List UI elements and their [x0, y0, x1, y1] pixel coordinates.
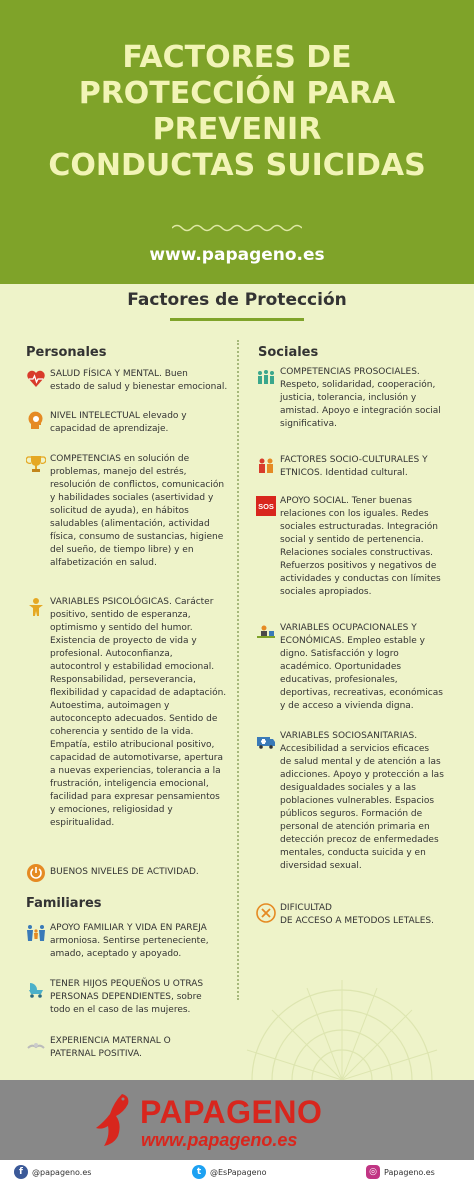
item-text: NIVEL INTELECTUAL elevado y capacidad de aprendizaje. — [50, 411, 187, 434]
title-line-3: PREVENIR — [152, 112, 322, 147]
people-icon — [256, 455, 276, 475]
item-text: EXPERIENCIA MATERNAL O PATERNAL POSITIVA. — [50, 1036, 171, 1059]
list-item — [256, 730, 468, 873]
list-item — [26, 1035, 236, 1061]
head-brain-icon — [26, 411, 46, 431]
twitter-label: @EsPapageno — [210, 1167, 267, 1177]
facebook-link[interactable] — [14, 1165, 91, 1179]
list-item — [26, 978, 236, 1017]
person-icon — [26, 597, 46, 617]
sociales-heading: Sociales — [258, 345, 319, 360]
section-title-underline — [170, 318, 304, 321]
list-item — [26, 596, 236, 830]
instagram-link[interactable] — [366, 1165, 435, 1179]
title-line-2: PROTECCIÓN PARA — [78, 76, 396, 111]
title-line-4: CONDUCTAS SUICIDAS — [48, 148, 426, 183]
cross-circle-icon — [256, 903, 276, 923]
brand-url[interactable]: www.papageno.es — [141, 1130, 298, 1150]
papageno-bird-logo-icon — [92, 1090, 136, 1148]
list-item — [256, 366, 468, 431]
hands-icon — [26, 1036, 46, 1056]
section-title: Factores de Protección — [127, 290, 347, 310]
list-item — [26, 453, 236, 570]
instagram-label: Papageno.es — [384, 1167, 435, 1177]
item-text: FACTORES SOCIO-CULTURALES Y ETNICOS. Identidad cultural. — [280, 455, 428, 478]
list-item — [256, 495, 468, 599]
worker-desk-icon — [256, 623, 276, 643]
sos-icon: SOS — [256, 496, 276, 516]
item-text: COMPETENCIAS en solución de problemas, manejo del estrés, resolución de conflictos, comunicación y habilidades sociales (asertividad y solicitud de ayuda), en hábitos saludables (alimentación, actividad física, consumo de sustancias, higiene del sueño, de tiempo libre) y en alfabetización en salud. — [50, 454, 225, 568]
facebook-icon: f — [14, 1165, 28, 1179]
item-text: DIFICULTAD DE ACCESO A METODOS LETALES. — [280, 903, 434, 926]
item-text: BUENOS NIVELES DE ACTIVIDAD. — [50, 867, 199, 877]
brand-name: PAPAGENO — [140, 1094, 323, 1130]
instagram-icon: ◎ — [366, 1165, 380, 1179]
item-text: SALUD FÍSICA Y MENTAL. Buen estado de salud y bienestar emocional. — [50, 369, 228, 392]
item-text: COMPETENCIAS PROSOCIALES. Respeto, solidaridad, cooperación, justicia, tolerancia, inclusión y amistad. Apoyo e integración social significativa. — [280, 367, 441, 429]
header-banner — [0, 0, 474, 284]
list-item — [256, 454, 468, 480]
header-url[interactable]: www.papageno.es — [149, 245, 325, 265]
title-line-1: FACTORES DE — [122, 40, 352, 75]
list-item — [256, 622, 468, 713]
decorative-sun-icon — [232, 940, 452, 1080]
twitter-link[interactable] — [192, 1165, 267, 1179]
facebook-label: @papageno.es — [32, 1167, 92, 1177]
item-text: VARIABLES OCUPACIONALES Y ECONÓMICAS. Empleo estable y digno. Satisfacción y logro académico. Oportunidades educativas, profesionales, deportivas, recreativas, económicas y de acceso a vivienda digna. — [280, 623, 443, 711]
power-icon — [26, 863, 46, 883]
familiares-heading: Familiares — [26, 896, 102, 911]
item-text: APOYO FAMILIAR Y VIDA EN PAREJA armoniosa. Sentirse perteneciente, amado, aceptado y apoyado. — [50, 923, 209, 959]
list-item — [26, 368, 236, 394]
personales-heading: Personales — [26, 345, 107, 360]
list-item — [256, 902, 468, 928]
stroller-icon — [26, 979, 46, 999]
wave-divider-icon — [172, 222, 302, 234]
list-item — [26, 862, 236, 883]
twitter-icon: t — [192, 1165, 206, 1179]
list-item — [26, 922, 236, 961]
social-bar — [0, 1160, 474, 1185]
item-text: VARIABLES SOCIOSANITARIAS. Accesibilidad a servicios eficaces de salud mental y de atención a las adicciones. Apoyo y protección a las desigualdades sociales y a las poblaciones vulnerables. Espacios públicos seguros. Formación de personal de atención primaria en detección precoz de enfermedades mentales, conducta suicida y en diversidad sexual. — [280, 731, 444, 871]
item-text: VARIABLES PSICOLÓGICAS. Carácter positivo, sentido de esperanza, optimismo y sentido del humor. Existencia de proyecto de vida y profesional. Autoconfianza, autocontrol y estabilidad emocional. Responsabilidad, perseverancia, flexibilidad y capacidad de adaptación. Autoestima, autoimagen y autoconcepto adecuados. Sentido de coherencia y sentido de la vida. Empatía, estilo atribucional positivo, capacidad de automotivarse, apertura a nuevas experiencias, tolerancia a la frustración, inteligencia emocional, facilidad para expresar pensamientos y emociones, religiosidad y espiritualidad. — [50, 597, 227, 828]
group-icon — [256, 367, 276, 387]
family-icon — [26, 923, 46, 943]
item-text: TENER HIJOS PEQUEÑOS U OTRAS PERSONAS DEPENDIENTES, sobre todo en el caso de las mujeres. — [50, 979, 204, 1015]
column-divider — [237, 340, 239, 1000]
item-text: APOYO SOCIAL. Tener buenas relaciones con los iguales. Redes sociales estructuradas. Integración social y sentido de pertenencia. Relaciones sociales constructivas. Refuerzos positivos y negativos de actividades y conductas con límites sociales apropiados. — [280, 496, 441, 597]
ambulance-icon — [256, 731, 276, 751]
trophy-icon — [26, 454, 46, 474]
list-item — [26, 410, 236, 436]
page-title — [0, 40, 474, 184]
heart-pulse-icon — [26, 369, 46, 389]
